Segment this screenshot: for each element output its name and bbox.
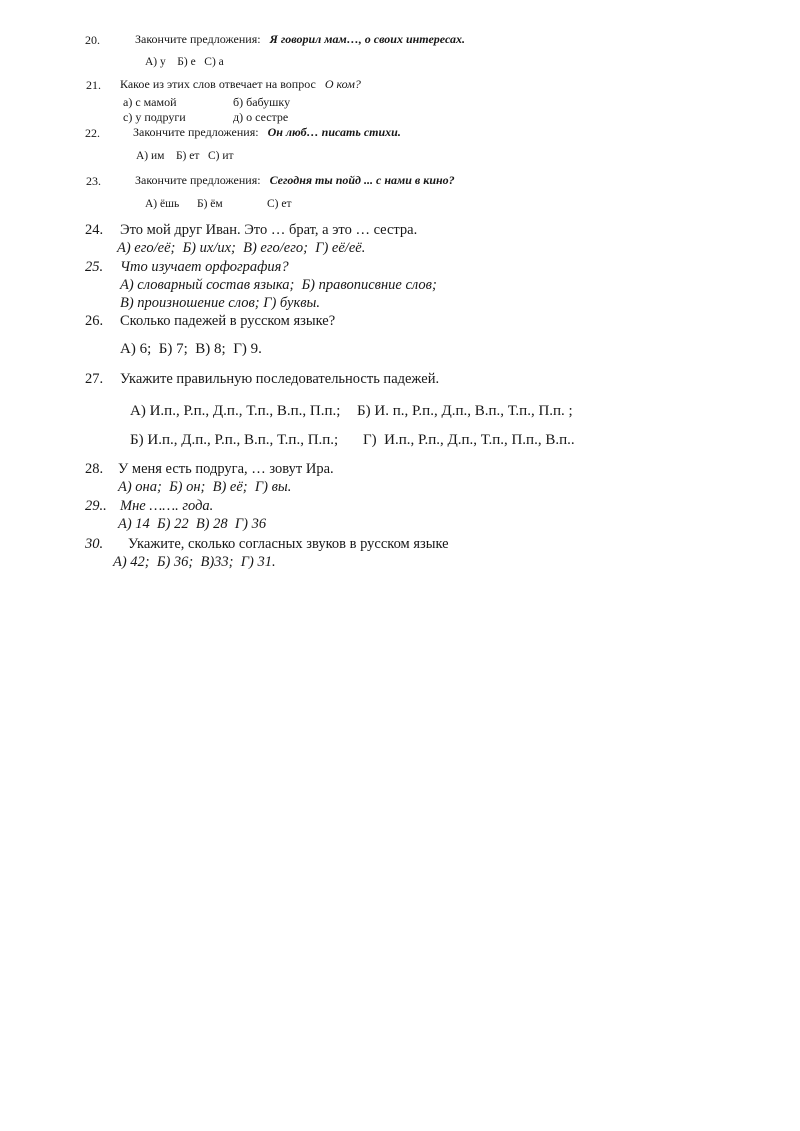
question-20-prefix: Закончите предложения:: [135, 32, 261, 46]
question-28-text: У меня есть подруга, … зовут Ира.: [118, 461, 334, 477]
question-27-number: 27.: [85, 371, 104, 387]
question-25-options-line1: А) словарный состав языка; Б) правописвние слов;: [120, 277, 437, 293]
question-21-question-word: О ком?: [324, 77, 361, 91]
question-23-option-a: А) ёшь: [145, 198, 180, 210]
question-27-text: Укажите правильную последовательность падежей.: [120, 371, 440, 387]
question-20-number: 20.: [85, 33, 100, 47]
question-20-text: [135, 32, 465, 46]
question-21-number: 21.: [86, 78, 101, 92]
question-30-text: Укажите, сколько согласных звуков в русском языке: [128, 536, 449, 552]
question-21-option-a: а) с мамой: [123, 95, 177, 109]
question-25-options-line2: В) произношение слов; Г) буквы.: [120, 295, 320, 311]
question-24-text: Это мой друг Иван. Это … брат, а это … сестра.: [120, 222, 418, 238]
question-23-text: [135, 173, 455, 187]
question-20-sentence: Я говорил мам…, о своих интересах.: [269, 32, 465, 46]
question-21-option-b: б) бабушку: [233, 95, 291, 109]
question-26-number: 26.: [85, 313, 104, 329]
question-25-text: Что изучает орфография?: [120, 259, 289, 275]
question-26-options: А) 6; Б) 7; В) 8; Г) 9.: [120, 341, 262, 357]
question-22-text: [133, 125, 401, 139]
question-21-option-d: д) о сестре: [233, 110, 289, 124]
question-26-text: Сколько падежей в русском языке?: [120, 313, 336, 329]
question-27-option-g: Г) И.п., Р.п., Д.п., Т.п., П.п., В.п..: [363, 432, 575, 448]
question-21-text: [120, 77, 361, 91]
question-27-option-b: Б) И. п., Р.п., Д.п., В.п., Т.п., П.п. ;: [357, 403, 573, 419]
question-24-number: 24.: [85, 222, 104, 238]
question-28-options: А) она; Б) он; В) её; Г) вы.: [118, 479, 292, 495]
question-22-options: А) им Б) ет С) ит: [136, 150, 234, 162]
question-23-prefix: Закончите предложения:: [135, 173, 261, 187]
question-29-options: А) 14 Б) 22 В) 28 Г) 36: [118, 516, 267, 532]
question-23-option-b: Б) ём: [197, 198, 223, 210]
question-25-number: 25.: [85, 259, 104, 275]
question-28-number: 28.: [85, 461, 104, 477]
question-30-options: А) 42; Б) 36; В)33; Г) 31.: [113, 554, 276, 570]
question-22-sentence: Он люб… писать стихи.: [267, 125, 401, 139]
question-22-prefix: Закончите предложения:: [133, 125, 259, 139]
question-29-number: 29..: [85, 498, 107, 514]
question-22-number: 22.: [85, 126, 100, 140]
question-23-sentence: Сегодня ты пойд ... с нами в кино?: [269, 173, 455, 187]
question-23-option-c: С) ет: [267, 198, 292, 210]
question-27-option-v: Б) И.п., Д.п., Р.п., В.п., Т.п., П.п.;: [130, 432, 339, 448]
question-29-text: Мне ……. года.: [120, 498, 214, 514]
question-24-options: А) его/её; Б) их/их; В) его/его; Г) её/её.: [117, 240, 366, 256]
question-30-number: 30.: [85, 536, 104, 552]
question-21-option-c: с) у подруги: [123, 110, 186, 124]
question-21-stem: Какое из этих слов отвечает на вопрос: [120, 77, 316, 91]
question-23-number: 23.: [86, 174, 101, 188]
question-20-options: А) у Б) е С) а: [145, 56, 224, 68]
question-27-option-a: А) И.п., Р.п., Д.п., Т.п., В.п., П.п.;: [130, 403, 341, 419]
